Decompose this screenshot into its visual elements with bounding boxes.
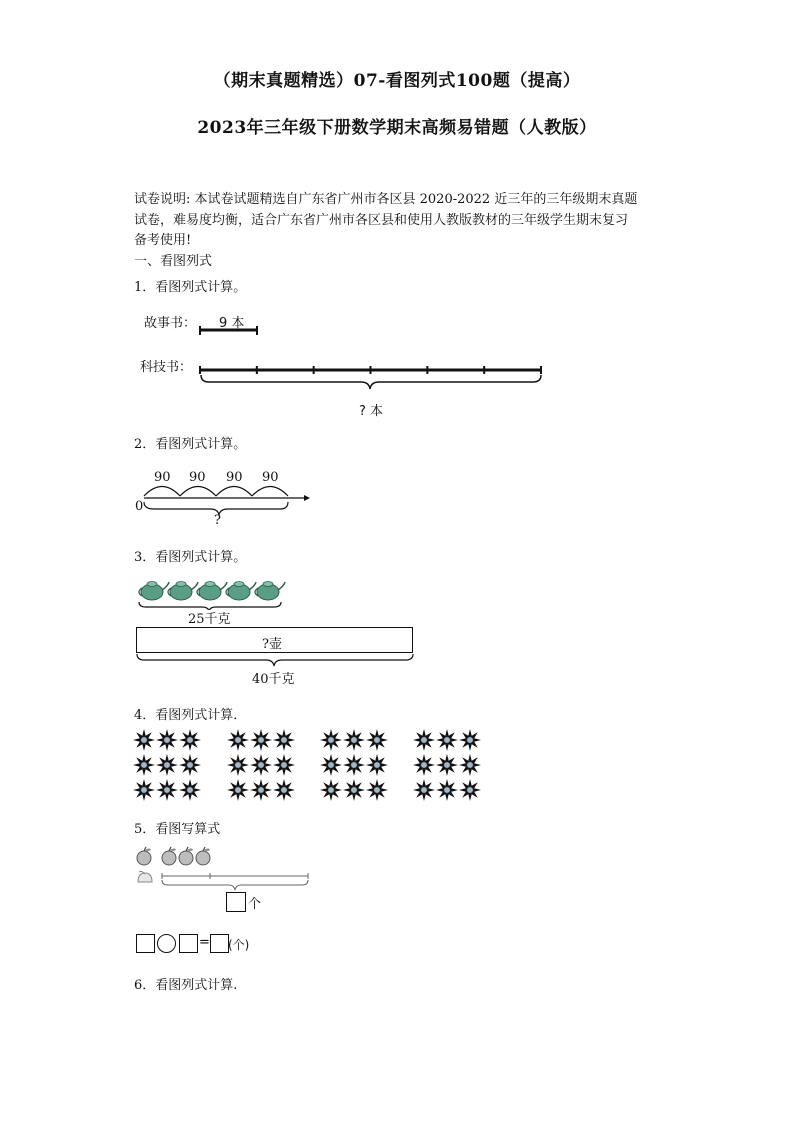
- star-icon: [227, 779, 249, 801]
- peach-icon: [138, 871, 152, 882]
- page-title: （期末真题精选）07-看图列式100题（提高）: [213, 71, 581, 91]
- star-icon: [320, 754, 342, 776]
- apple-icon: [137, 847, 151, 865]
- question-4-prompt: 4．看图列式计算．: [134, 708, 247, 723]
- star-icon: [250, 729, 272, 751]
- star-icon: [250, 779, 272, 801]
- apple-icon: [162, 847, 176, 865]
- star-icon: [436, 779, 458, 801]
- star-icon: [273, 754, 295, 776]
- star-icon: [156, 754, 178, 776]
- q2-origin-label: 0: [135, 499, 144, 514]
- q4-star-groups: [130, 728, 485, 804]
- star-icon: [366, 729, 388, 751]
- apple-icon: [196, 847, 210, 865]
- star-icon: [459, 754, 481, 776]
- q2-arc-label: 90: [154, 470, 171, 485]
- star-icon: [179, 754, 201, 776]
- star-icon: [133, 779, 155, 801]
- apple-icon: [179, 847, 193, 865]
- star-icon: [413, 729, 435, 751]
- star-icon: [343, 754, 365, 776]
- intro-line-2: 试卷，难易度均衡，适合广东省广州市各区县和使用人教版教材的三年级学生期末复习: [134, 213, 629, 228]
- q3-teapots: [136, 576, 286, 610]
- teapot-icon: [139, 582, 169, 601]
- star-icon: [343, 779, 365, 801]
- q5-diagram: [134, 846, 314, 894]
- page-subtitle: 2023年三年级下册数学期末高频易错题（人教版）: [197, 118, 597, 138]
- q2-arc-label: 90: [189, 470, 206, 485]
- teapot-icon: [226, 582, 256, 601]
- star-icon: [273, 779, 295, 801]
- star-icon: [343, 729, 365, 751]
- equation-equals: =: [199, 935, 210, 950]
- science-book-label: 科技书：: [140, 360, 193, 375]
- question-3-prompt: 3．看图列式计算。: [134, 550, 247, 565]
- question-5-prompt: 5．看图写算式: [134, 822, 221, 837]
- equation-box-1[interactable]: [136, 934, 155, 953]
- star-icon: [320, 729, 342, 751]
- q3-weight-total: 40千克: [252, 672, 295, 687]
- intro-line-3: 备考使用!: [134, 233, 192, 248]
- star-icon: [179, 729, 201, 751]
- star-icon: [156, 779, 178, 801]
- intro-line-1: 试卷说明: 本试卷试题精选自广东省广州市各区县 2020-2022 近三年的三年级期末真题: [134, 192, 638, 207]
- q2-question-label: ?: [214, 513, 221, 528]
- star-icon: [459, 729, 481, 751]
- question-1-prompt: 1．看图列式计算。: [134, 280, 247, 295]
- q2-arc-label: 90: [226, 470, 243, 485]
- question-2-prompt: 2．看图列式计算。: [134, 437, 247, 452]
- star-icon: [156, 729, 178, 751]
- star-icon: [133, 754, 155, 776]
- q5-answer-box[interactable]: [226, 892, 246, 912]
- star-icon: [227, 729, 249, 751]
- q5-unit-label: 个: [248, 897, 262, 912]
- q3-box-text: ?壶: [262, 637, 282, 652]
- q3-weight-small: 25千克: [188, 612, 231, 627]
- star-icon: [459, 779, 481, 801]
- section-heading: 一、看图列式: [134, 254, 213, 269]
- q3-total-brace: [134, 653, 416, 669]
- story-book-value: 9 本: [219, 316, 245, 331]
- star-icon: [227, 754, 249, 776]
- star-icon: [413, 779, 435, 801]
- story-book-label: 故事书：: [144, 316, 197, 331]
- q2-arc-label: 90: [262, 470, 279, 485]
- star-icon: [250, 754, 272, 776]
- star-icon: [436, 754, 458, 776]
- star-icon: [436, 729, 458, 751]
- question-6-prompt: 6．看图列式计算.: [134, 978, 238, 993]
- star-icon: [413, 754, 435, 776]
- star-icon: [273, 729, 295, 751]
- equation-operator-circle[interactable]: [157, 934, 176, 953]
- equation-result-box[interactable]: [210, 934, 229, 953]
- star-icon: [366, 779, 388, 801]
- teapot-icon: [168, 582, 198, 601]
- star-icon: [366, 754, 388, 776]
- star-icon: [179, 779, 201, 801]
- equation-unit: (个): [228, 938, 250, 952]
- star-icon: [320, 779, 342, 801]
- equation-box-2[interactable]: [179, 934, 198, 953]
- teapot-icon: [197, 582, 227, 601]
- star-icon: [133, 729, 155, 751]
- q1-bar-diagram: [195, 325, 550, 395]
- q1-question-label: ? 本: [359, 404, 384, 419]
- teapot-icon: [255, 582, 285, 601]
